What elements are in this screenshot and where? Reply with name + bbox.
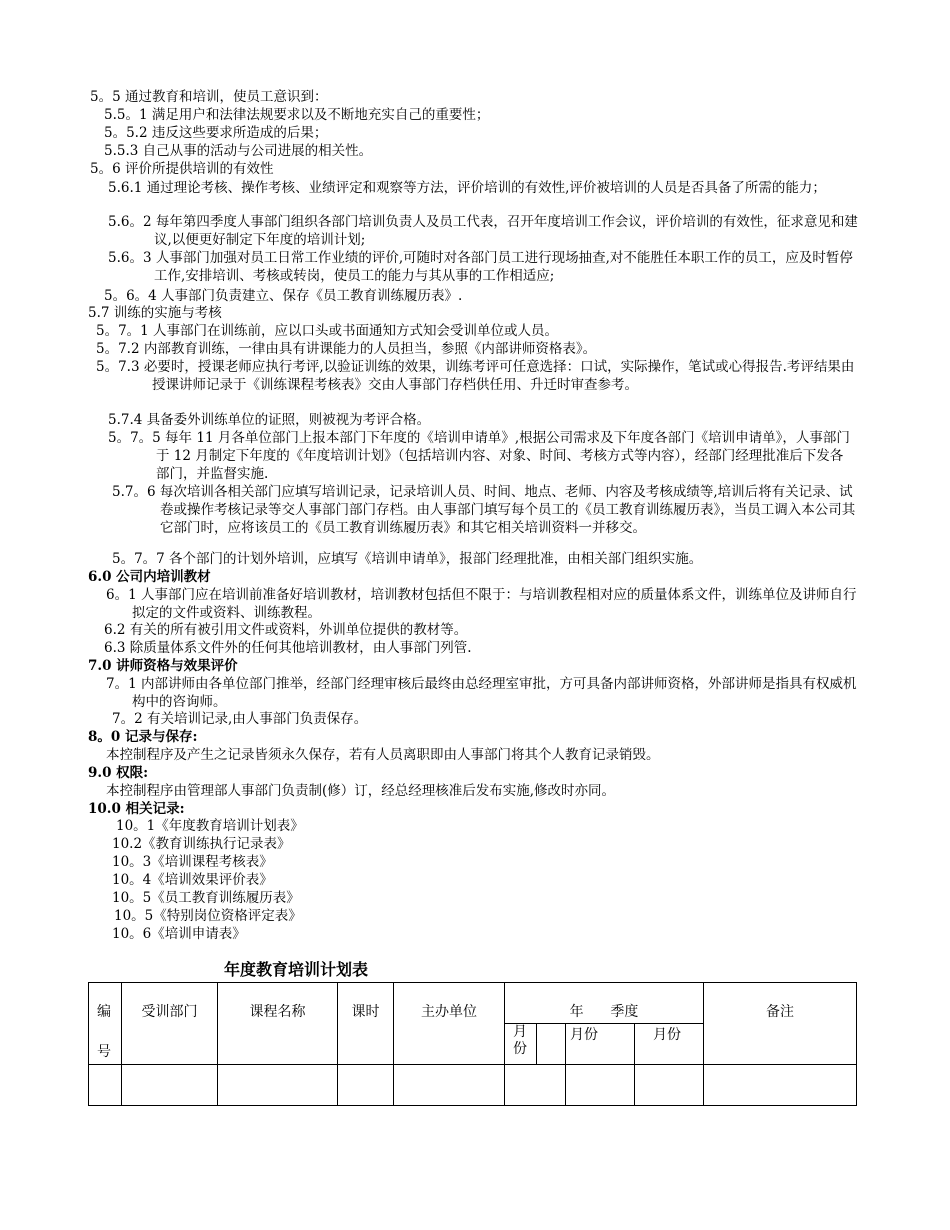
header-season-label: 年 季度 — [569, 1004, 639, 1020]
header-hours — [338, 983, 394, 1065]
header-hours-label: 课时 — [351, 1004, 380, 1020]
section-9-heading: 9.0 权限: — [88, 765, 149, 781]
table-cell[interactable] — [704, 1065, 857, 1106]
header-month-2-label: 月份 — [570, 1027, 598, 1043]
header-remark — [704, 983, 857, 1065]
clause-6-1-text: 6。1 人事部门应在培训前准备好培训教材，培训教材包括但不限于：与培训教程相对应的质量体系文件，训练单位及讲师自行拟定的文件或资料、训练教程。 — [106, 587, 857, 621]
clause-5-7-5 — [108, 429, 854, 483]
clause-7-2: 7。2 有关培训记录,由人事部门负责保存。 — [112, 711, 368, 727]
record-10-2: 10.2《教育训练执行记录表》 — [112, 836, 291, 852]
table-cell[interactable] — [505, 1065, 566, 1106]
clause-6-3: 6.3 除质量体系文件外的任何其他培训教材，由人事部门列管. — [104, 640, 472, 656]
table-cell[interactable] — [218, 1065, 338, 1106]
table-cell[interactable] — [338, 1065, 394, 1106]
record-10-4: 10。4《培训效果评价表》 — [112, 872, 273, 888]
table-cell[interactable] — [635, 1065, 704, 1106]
header-dept-label: 受训部门 — [141, 1004, 198, 1020]
table-title: 年度教育培训计划表 — [224, 960, 369, 979]
training-plan-table — [88, 982, 857, 1106]
clause-5-7-6-text: 5.7。6 每次培训各相关部门应填写培训记录，记录培训人员、时间、地点、老师、内容及考核成绩等,培训后将有关记录、试卷或操作考核记录等交人事部门部门存档。由人事部门填写每个员工的《员工教育训练履历表》，当员工调入本公司其它部门时，应将该员工的《员工教育训练履历表》和其它相关培训资料一并移交。 — [112, 484, 856, 536]
clause-5-5-1: 5.5。1 满足用户和法律法规要求以及不断地充实自己的重要性； — [104, 107, 490, 123]
clause-5-7-6 — [112, 483, 864, 537]
header-remark-label: 备注 — [766, 1004, 794, 1020]
clause-5-7-3 — [96, 358, 862, 394]
header-season — [505, 983, 704, 1024]
header-month-3-label: 月份 — [653, 1027, 681, 1043]
record-10-5b: 10。5《特别岗位资格评定表》 — [114, 908, 302, 924]
header-month-2 — [566, 1024, 635, 1065]
table-cell[interactable] — [394, 1065, 505, 1106]
section-8-body: 本控制程序及产生之记录皆须永久保存，若有人员离职即由人事部门将其个人教育记录销毁。 — [106, 747, 660, 763]
header-number-bottom: 号 — [97, 1044, 111, 1060]
clause-5-6-3 — [108, 249, 860, 285]
clause-6-2: 6.2 有关的所有被引用文件或资料，外训单位提供的教材等。 — [104, 622, 468, 638]
clause-5-6-1 — [108, 179, 856, 197]
clause-5-6-1-text: 5.6.1 通过理论考核、操作考核、业绩评定和观察等方法，评价培训的有效性,评价被培训的人员是否具备了所需的能力； — [108, 180, 826, 196]
header-month-3 — [635, 1024, 704, 1065]
section-10-heading: 10.0 相关记录: — [88, 801, 185, 817]
record-10-1: 10。1《年度教育培训计划表》 — [116, 818, 304, 834]
clause-5-5-2: 5。5.2 违反这些要求所造成的后果； — [104, 125, 328, 141]
clause-5-7-7: 5。7。7 各个部门的计划外培训，应填写《培训申请单》，报部门经理批准，由相关部门组织实施。 — [112, 551, 703, 567]
table-cell[interactable] — [122, 1065, 218, 1106]
clause-5-7: 5.7 训练的实施与考核 — [88, 305, 222, 321]
header-number-top: 编 — [97, 1004, 111, 1020]
header-host — [394, 983, 505, 1065]
clause-5-6-2-text: 5.6。2 每年第四季度人事部门组织各部门培训负责人及员工代表，召开年度培训工作会议，评价培训的有效性，征求意见和建议,以便更好制定下年度的培训计划; — [108, 214, 858, 248]
clause-5-7-3-text: 5。7.3 必要时，授课老师应执行考评,以验证训练的效果，训练考评可任意选择：口试，实际操作，笔试或心得报告.考评结果由授课讲师记录于《训练课程考核表》交由人事部门存档供任用、升迁时审查参考。 — [96, 359, 855, 393]
clause-5-7-4: 5.7.4 具备委外训练单位的证照，则被视为考评合格。 — [108, 412, 431, 428]
clause-5-6-3-text: 5.6。3 人事部门加强对员工日常工作业绩的评价,可随时对各部门员工进行现场抽查,对不能胜任本职工作的员工，应及时暂停工作,安排培训、考核或转岗，使员工的能力与其从事的工作相适应; — [108, 250, 853, 284]
record-10-5: 10。5《员工教育训练履历表》 — [112, 890, 300, 906]
table-cell[interactable] — [566, 1065, 635, 1106]
clause-6-1 — [106, 586, 860, 622]
header-course-label: 课程名称 — [249, 1004, 306, 1020]
section-6-heading: 6.0 公司内培训教材 — [88, 569, 211, 585]
clause-5-6: 5。6 评价所提供培训的有效性 — [90, 161, 274, 177]
section-7-heading: 7.0 讲师资格与效果评价 — [88, 658, 238, 674]
record-10-6: 10。6《培训申请表》 — [112, 926, 246, 942]
header-month-1-label: 月份 — [505, 1024, 537, 1064]
clause-5-5-3: 5.5.3 自己从事的活动与公司进展的相关性。 — [104, 143, 373, 159]
table-cell[interactable] — [89, 1065, 122, 1106]
clause-5-7-1: 5。7。1 人事部门在训练前，应以口头或书面通知方式知会受训单位或人员。 — [96, 323, 559, 339]
header-dept — [122, 983, 218, 1065]
header-host-label: 主办单位 — [421, 1004, 477, 1020]
clause-5-6-4: 5。6。4 人事部门负责建立、保存《员工教育训练履历表》. — [104, 288, 463, 304]
section-9-body: 本控制程序由管理部人事部门负责制(修）订，经总经理核准后发布实施,修改时亦同。 — [106, 783, 616, 799]
clause-5-6-2 — [108, 213, 860, 249]
record-10-3: 10。3《培训课程考核表》 — [112, 854, 273, 870]
header-month-1 — [505, 1024, 566, 1065]
clause-5-7-2: 5。7.2 内部教育训练，一律由具有讲课能力的人员担当，参照《内部讲师资格表》。 — [96, 341, 597, 357]
clause-5-5: 5。5 通过教育和培训，使员工意识到： — [90, 89, 328, 105]
clause-7-1-text: 7。1 内部讲师由各单位部门推举，经部门经理审核后最终由总经理室审批，方可具备内部讲师资格，外部讲师是指具有权威机构中的咨询师。 — [106, 676, 857, 710]
section-8-heading: 8。0 记录与保存: — [88, 729, 198, 745]
clause-5-7-5-text: 5。7。5 每年 11 月各单位部门上报本部门下年度的《培训申请单》,根据公司需求及下年度各部门《培训申请单》，人事部门于 12 月制定下年度的《年度培训计划》（包括培训内容、对象、时间、考核方式等内容），经部门经理批准后下发各部门，并监督实施. — [108, 430, 850, 482]
header-course — [218, 983, 338, 1065]
table-row — [89, 1065, 857, 1106]
clause-7-1 — [106, 675, 862, 711]
header-number — [89, 983, 122, 1065]
